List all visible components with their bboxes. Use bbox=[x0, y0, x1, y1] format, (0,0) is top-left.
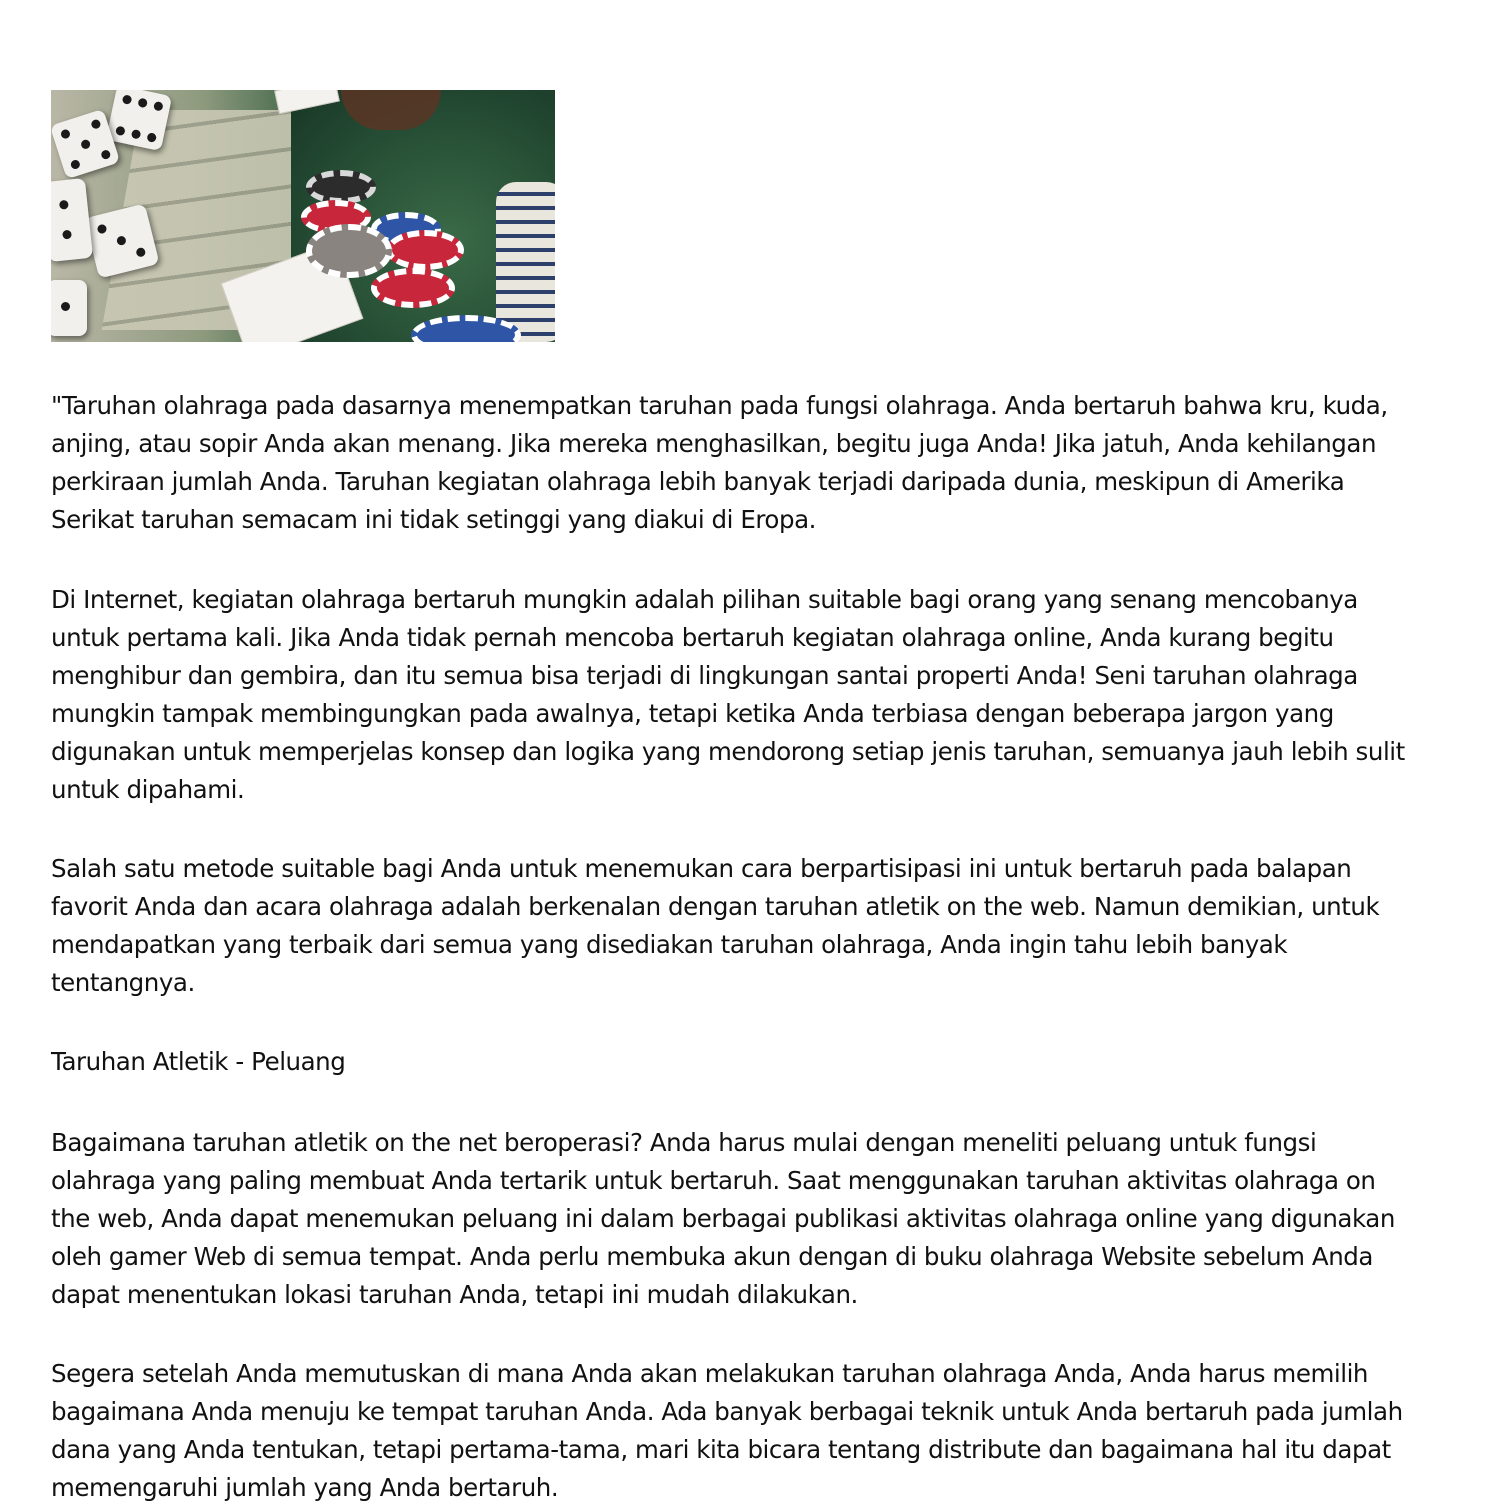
text-line: oleh gamer Web di semua tempat. Anda perlu membuka akun dengan di buku olahraga Website sebelum Anda bbox=[51, 1242, 1373, 1271]
text-line: bagaimana Anda menuju ke tempat taruhan Anda. Ada banyak berbagai teknik untuk Anda bertaruh pada jumlah bbox=[51, 1397, 1403, 1426]
die-icon bbox=[106, 90, 172, 151]
article-body bbox=[51, 1355, 1403, 1507]
text-line: favorit Anda dan acara olahraga adalah berkenalan dengan taruhan atletik on the web. Namun demikian, untuk bbox=[51, 892, 1380, 921]
die-icon bbox=[51, 280, 87, 336]
paragraph-internet bbox=[51, 581, 1405, 809]
article-body bbox=[51, 387, 1388, 539]
casino-hero-image bbox=[51, 90, 555, 342]
section-heading-text: Taruhan Atletik - Peluang bbox=[51, 1047, 346, 1076]
paragraph-intro bbox=[51, 387, 1388, 539]
text-line: "Taruhan olahraga pada dasarnya menempatkan taruhan pada fungsi olahraga. Anda bertaruh bahwa kru, kuda, bbox=[51, 391, 1388, 420]
poker-chip-icon bbox=[306, 170, 376, 204]
text-line: dapat menentukan lokasi taruhan Anda, tetapi ini mudah dilakukan. bbox=[51, 1280, 858, 1309]
text-line: untuk dipahami. bbox=[51, 775, 245, 804]
article-body bbox=[51, 581, 1405, 809]
text-line: Serikat taruhan semacam ini tidak setinggi yang diakui di Eropa. bbox=[51, 505, 816, 534]
text-line: Bagaimana taruhan atletik on the net beroperasi? Anda harus mulai dengan meneliti peluang untuk fungsi bbox=[51, 1128, 1317, 1157]
poker-chip-icon bbox=[371, 268, 455, 308]
text-line: tentangnya. bbox=[51, 968, 195, 997]
text-line: mungkin tampak membingungkan pada awalnya, tetapi ketika Anda terbiasa dengan beberapa jargon yang bbox=[51, 699, 1334, 728]
poker-chip-icon bbox=[386, 230, 464, 270]
die-icon bbox=[51, 178, 93, 262]
text-line: dana yang Anda tentukan, tetapi pertama-tama, mari kita bicara tentang distribute dan bagaimana hal itu dapat bbox=[51, 1435, 1391, 1464]
article-body bbox=[51, 1124, 1395, 1314]
text-line: digunakan untuk memperjelas konsep dan logika yang mendorong setiap jenis taruhan, semuanya jauh lebih sulit bbox=[51, 737, 1405, 766]
text-line: untuk pertama kali. Jika Anda tidak pernah mencoba bertaruh kegiatan olahraga online, Anda kurang begitu bbox=[51, 623, 1334, 652]
text-line: Di Internet, kegiatan olahraga bertaruh mungkin adalah pilihan suitable bagi orang yang senang mencobanya bbox=[51, 585, 1358, 614]
chip-stack-icon bbox=[496, 182, 555, 342]
text-line: olahraga yang paling membuat Anda tertarik untuk bertaruh. Saat menggunakan taruhan aktivitas olahraga on bbox=[51, 1166, 1376, 1195]
text-line: mendapatkan yang terbaik dari semua yang disediakan taruhan olahraga, Anda ingin tahu lebih banyak bbox=[51, 930, 1288, 959]
text-line: memengaruhi jumlah yang Anda bertaruh. bbox=[51, 1473, 559, 1502]
text-line: Salah satu metode suitable bagi Anda untuk menemukan cara berpartisipasi ini untuk bertaruh pada balapan bbox=[51, 854, 1352, 883]
text-line: the web, Anda dapat menemukan peluang ini dalam berbagai publikasi aktivitas olahraga online yang digunakan bbox=[51, 1204, 1395, 1233]
paragraph-method bbox=[51, 850, 1379, 1002]
text-line: menghibur dan gembira, dan itu semua bisa terjadi di lingkungan santai properti Anda! Seni taruhan olahraga bbox=[51, 661, 1358, 690]
poker-chip-100-icon bbox=[306, 224, 392, 278]
text-line: Segera setelah Anda memutuskan di mana Anda akan melakukan taruhan olahraga Anda, Anda harus memilih bbox=[51, 1359, 1369, 1388]
article-body bbox=[51, 850, 1379, 1002]
text-line: anjing, atau sopir Anda akan menang. Jika mereka menghasilkan, begitu juga Anda! Jika jatuh, Anda kehilangan bbox=[51, 429, 1377, 458]
article-body bbox=[51, 1043, 345, 1081]
paragraph-placement bbox=[51, 1355, 1403, 1507]
section-heading bbox=[51, 1043, 345, 1081]
paragraph-odds bbox=[51, 1124, 1395, 1314]
text-line: perkiraan jumlah Anda. Taruhan kegiatan olahraga lebih banyak terjadi daripada dunia, meskipun di Amerika bbox=[51, 467, 1345, 496]
